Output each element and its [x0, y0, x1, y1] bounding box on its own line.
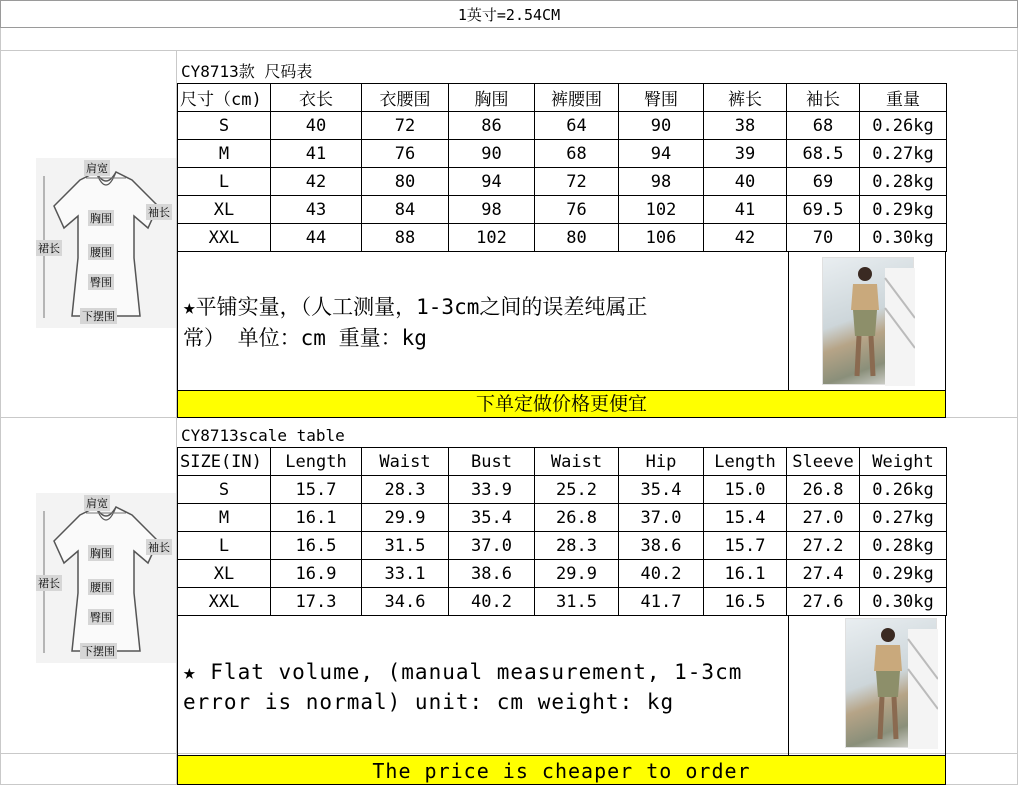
in-note-box — [177, 615, 789, 756]
value-cell: 84 — [362, 196, 449, 224]
value-cell: 41.7 — [619, 588, 704, 616]
model-figure-icon — [846, 619, 938, 749]
value-cell: 33.9 — [449, 476, 535, 504]
value-cell: 42 — [271, 168, 362, 196]
label-hip: 臀围 — [90, 611, 112, 624]
garment-diagram-top — [36, 158, 176, 328]
value-cell: 40 — [271, 112, 362, 140]
cm-header-row — [178, 84, 947, 112]
label-waist: 腰围 — [90, 581, 112, 594]
table-row — [178, 476, 947, 504]
label-sleeve: 袖长 — [148, 541, 170, 554]
garment-diagram-bottom — [36, 493, 176, 663]
value-cell: 16.1 — [271, 504, 362, 532]
cm-header-cell: 裤长 — [704, 84, 787, 112]
cm-note-line2: 常） 单位：cm 重量：kg — [183, 326, 427, 350]
in-header-cell: Waist — [362, 448, 449, 476]
table-row — [178, 112, 947, 140]
cm-table-title: CY8713款 尺码表 — [181, 62, 313, 81]
cm-header-cell: 裤腰围 — [535, 84, 619, 112]
in-table-title: CY8713scale table — [181, 426, 345, 445]
value-cell: 64 — [535, 112, 619, 140]
value-cell: 98 — [449, 196, 535, 224]
value-cell: 88 — [362, 224, 449, 252]
cm-photo-cell — [788, 251, 946, 391]
in-note-line2: error is normal) unit: cm weight: kg — [183, 690, 675, 714]
value-cell: 0.28kg — [860, 168, 947, 196]
value-cell: 90 — [449, 140, 535, 168]
label-hem: 下摆围 — [82, 310, 115, 323]
value-cell: 102 — [449, 224, 535, 252]
cm-header-cell: 胸围 — [449, 84, 535, 112]
cm-order-banner: 下单定做价格更便宜 — [177, 390, 946, 418]
value-cell: 0.29kg — [860, 196, 947, 224]
cm-header-cell: 重量 — [860, 84, 947, 112]
value-cell: 86 — [449, 112, 535, 140]
value-cell: 70 — [787, 224, 860, 252]
value-cell: 37.0 — [449, 532, 535, 560]
size-cell: S — [178, 112, 271, 140]
cm-header-cell: 衣腰围 — [362, 84, 449, 112]
value-cell: 33.1 — [362, 560, 449, 588]
value-cell: 41 — [271, 140, 362, 168]
value-cell: 37.0 — [619, 504, 704, 532]
size-cell: S — [178, 476, 271, 504]
in-header-cell: SIZE(IN) — [178, 448, 271, 476]
value-cell: 15.7 — [271, 476, 362, 504]
value-cell: 27.2 — [787, 532, 860, 560]
in-header-row — [178, 448, 947, 476]
size-cell: L — [178, 168, 271, 196]
value-cell: 16.5 — [704, 588, 787, 616]
model-figure-icon — [823, 258, 915, 386]
value-cell: 72 — [535, 168, 619, 196]
value-cell: 40 — [704, 168, 787, 196]
value-cell: 16.9 — [271, 560, 362, 588]
value-cell: 98 — [619, 168, 704, 196]
value-cell: 106 — [619, 224, 704, 252]
value-cell: 17.3 — [271, 588, 362, 616]
in-order-banner: The price is cheaper to order — [177, 755, 946, 785]
table-row — [178, 560, 947, 588]
value-cell: 25.2 — [535, 476, 619, 504]
value-cell: 94 — [619, 140, 704, 168]
in-header-cell: Length — [704, 448, 787, 476]
product-photo-bottom — [845, 618, 937, 748]
value-cell: 69.5 — [787, 196, 860, 224]
value-cell: 76 — [535, 196, 619, 224]
value-cell: 0.27kg — [860, 504, 947, 532]
value-cell: 72 — [362, 112, 449, 140]
table-row — [178, 532, 947, 560]
value-cell: 28.3 — [535, 532, 619, 560]
value-cell: 80 — [535, 224, 619, 252]
value-cell: 26.8 — [535, 504, 619, 532]
value-cell: 0.27kg — [860, 140, 947, 168]
label-length: 裙长 — [38, 242, 60, 255]
value-cell: 0.30kg — [860, 588, 947, 616]
value-cell: 0.30kg — [860, 224, 947, 252]
table-row — [178, 588, 947, 616]
value-cell: 0.26kg — [860, 476, 947, 504]
value-cell: 38.6 — [449, 560, 535, 588]
in-note-line1: ★ Flat volume, (manual measurement, 1-3cm — [183, 660, 743, 684]
value-cell: 31.5 — [535, 588, 619, 616]
label-chest: 胸围 — [90, 212, 112, 225]
value-cell: 39 — [704, 140, 787, 168]
value-cell: 16.1 — [704, 560, 787, 588]
in-size-table — [177, 447, 947, 616]
value-cell: 35.4 — [449, 504, 535, 532]
label-sleeve: 袖长 — [148, 206, 170, 219]
in-header-cell: Sleeve — [787, 448, 860, 476]
value-cell: 102 — [619, 196, 704, 224]
value-cell: 29.9 — [535, 560, 619, 588]
value-cell: 15.7 — [704, 532, 787, 560]
value-cell: 27.4 — [787, 560, 860, 588]
table-row — [178, 504, 947, 532]
table-row — [178, 224, 947, 252]
label-chest: 胸围 — [90, 547, 112, 560]
in-header-cell: Length — [271, 448, 362, 476]
in-photo-cell — [788, 615, 946, 756]
value-cell: 68.5 — [787, 140, 860, 168]
value-cell: 69 — [787, 168, 860, 196]
value-cell: 68 — [535, 140, 619, 168]
cm-header-cell: 袖长 — [787, 84, 860, 112]
value-cell: 68 — [787, 112, 860, 140]
value-cell: 15.0 — [704, 476, 787, 504]
size-cell: XXL — [178, 588, 271, 616]
size-cell: XXL — [178, 224, 271, 252]
cm-header-cell: 衣长 — [271, 84, 362, 112]
in-header-cell: Waist — [535, 448, 619, 476]
value-cell: 40.2 — [619, 560, 704, 588]
table-row — [178, 140, 947, 168]
value-cell: 0.29kg — [860, 560, 947, 588]
value-cell: 15.4 — [704, 504, 787, 532]
table-row — [178, 168, 947, 196]
cm-header-cell: 臀围 — [619, 84, 704, 112]
value-cell: 27.6 — [787, 588, 860, 616]
label-hip: 臀围 — [90, 276, 112, 289]
value-cell: 94 — [449, 168, 535, 196]
value-cell: 35.4 — [619, 476, 704, 504]
product-photo-top — [822, 257, 914, 385]
label-waist: 腰围 — [90, 246, 112, 259]
value-cell: 43 — [271, 196, 362, 224]
value-cell: 0.28kg — [860, 532, 947, 560]
value-cell: 31.5 — [362, 532, 449, 560]
value-cell: 27.0 — [787, 504, 860, 532]
conversion-header: 1英寸=2.54CM — [0, 0, 1018, 28]
value-cell: 0.26kg — [860, 112, 947, 140]
size-cell: L — [178, 532, 271, 560]
value-cell: 44 — [271, 224, 362, 252]
label-length: 裙长 — [38, 577, 60, 590]
value-cell: 26.8 — [787, 476, 860, 504]
table-row — [178, 196, 947, 224]
value-cell: 16.5 — [271, 532, 362, 560]
value-cell: 41 — [704, 196, 787, 224]
value-cell: 42 — [704, 224, 787, 252]
value-cell: 80 — [362, 168, 449, 196]
label-hem: 下摆围 — [82, 645, 115, 658]
cm-header-cell: 尺寸（cm) — [178, 84, 271, 112]
value-cell: 38 — [704, 112, 787, 140]
size-cell: M — [178, 140, 271, 168]
label-shoulder: 肩宽 — [86, 162, 108, 175]
size-cell: XL — [178, 560, 271, 588]
in-header-cell: Hip — [619, 448, 704, 476]
in-header-cell: Weight — [860, 448, 947, 476]
cm-note-box — [177, 251, 789, 391]
value-cell: 28.3 — [362, 476, 449, 504]
size-cell: XL — [178, 196, 271, 224]
cm-size-table — [177, 83, 947, 252]
label-shoulder: 肩宽 — [86, 497, 108, 510]
value-cell: 38.6 — [619, 532, 704, 560]
in-header-cell: Bust — [449, 448, 535, 476]
size-cell: M — [178, 504, 271, 532]
cm-note-line1: ★平铺实量，（人工测量，1-3cm之间的误差纯属正 — [183, 295, 648, 319]
value-cell: 40.2 — [449, 588, 535, 616]
value-cell: 34.6 — [362, 588, 449, 616]
value-cell: 76 — [362, 140, 449, 168]
value-cell: 90 — [619, 112, 704, 140]
value-cell: 29.9 — [362, 504, 449, 532]
